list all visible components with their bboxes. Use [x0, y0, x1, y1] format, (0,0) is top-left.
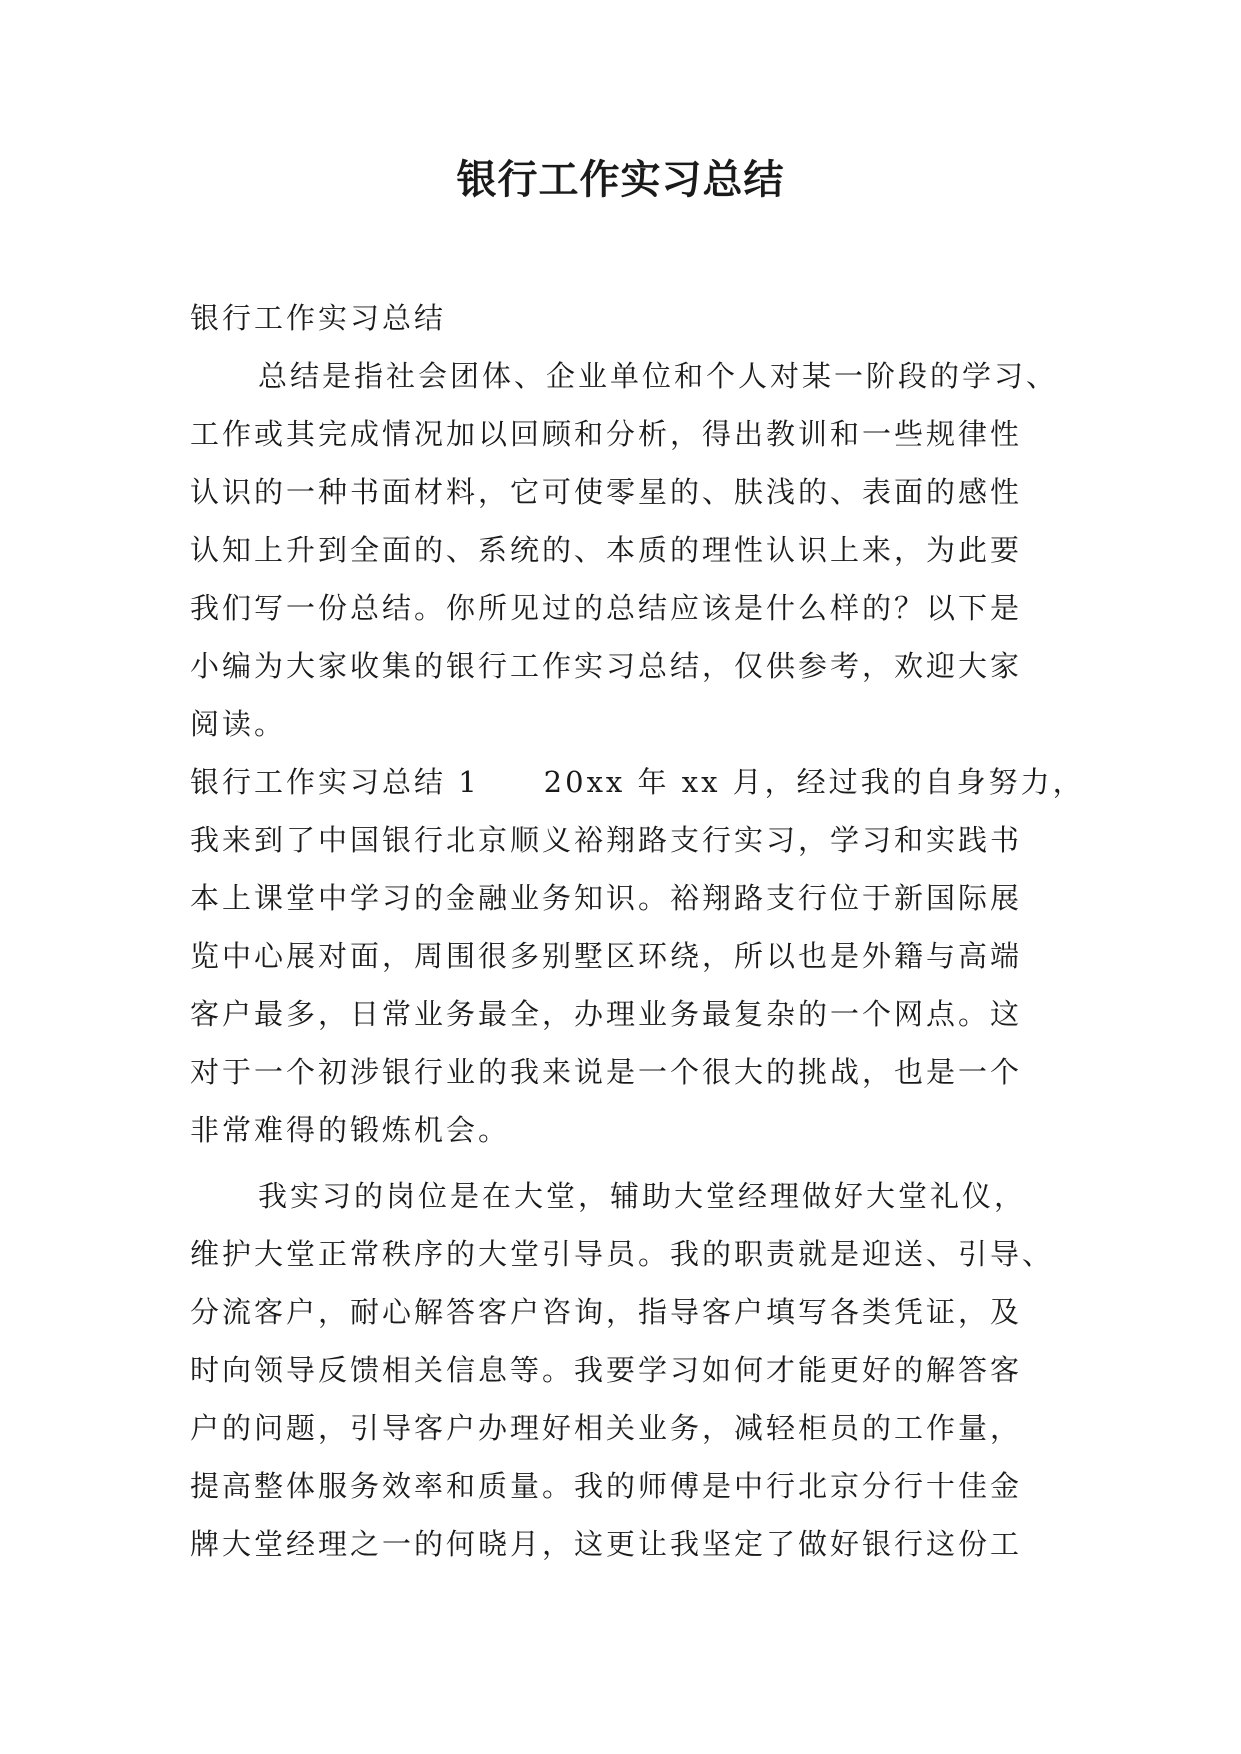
paragraph-2-line: 我实习的岗位是在大堂，辅助大堂经理做好大堂礼仪， — [258, 1179, 1027, 1213]
paragraph-2-line: 牌大堂经理之一的何晓月，这更让我坚定了做好银行这份工 — [190, 1527, 1023, 1561]
paragraph-2-line: 提高整体服务效率和质量。我的师傅是中行北京分行十佳金 — [190, 1469, 1023, 1503]
document-body — [190, 289, 1085, 1573]
intro-line: 小编为大家收集的银行工作实习总结，仅供参考，欢迎大家 — [190, 649, 1023, 683]
document-subtitle: 银行工作实习总结 — [190, 301, 447, 335]
section-1-line: 非常难得的锻炼机会。 — [190, 1113, 511, 1147]
section-1-line: 我来到了中国银行北京顺义裕翔路支行实习，学习和实践书 — [190, 823, 1023, 857]
section-1-line: 对于一个初涉银行业的我来说是一个很大的挑战，也是一个 — [190, 1055, 1023, 1089]
document-title: 银行工作实习总结 — [456, 157, 785, 203]
intro-line: 认知上升到全面的、系统的、本质的理性认识上来，为此要 — [190, 533, 1023, 567]
section-1-line: 览中心展对面，周围很多别墅区环绕，所以也是外籍与高端 — [190, 939, 1023, 973]
intro-line: 认识的一种书面材料，它可使零星的、肤浅的、表面的感性 — [190, 475, 1023, 509]
intro-line: 总结是指社会团体、企业单位和个人对某一阶段的学习、 — [258, 359, 1059, 393]
paragraph-2-line: 分流客户，耐心解答客户咨询，指导客户填写各类凭证，及 — [190, 1295, 1023, 1329]
intro-line: 阅读。 — [190, 707, 287, 741]
section-1-line: 客户最多，日常业务最全，办理业务最复杂的一个网点。这 — [190, 997, 1023, 1031]
intro-paragraph — [190, 347, 1065, 753]
section-1-first-text: 20xx 年 xx 月，经过我的自身努力， — [543, 765, 1085, 799]
section-1-line: 本上课堂中学习的金融业务知识。裕翔路支行位于新国际展 — [190, 881, 1023, 915]
intro-line: 工作或其完成情况加以回顾和分析，得出教训和一些规律性 — [190, 417, 1023, 451]
section-1 — [190, 753, 1085, 1159]
section-1-first-line — [190, 753, 1085, 811]
intro-line: 我们写一份总结。你所见过的总结应该是什么样的？以下是 — [190, 591, 1023, 625]
paragraph-2 — [190, 1167, 1065, 1573]
section-1-heading: 银行工作实习总结 1 — [190, 765, 480, 799]
paragraph-2-line: 户的问题，引导客户办理好相关业务，减轻柜员的工作量， — [190, 1411, 1023, 1445]
paragraph-2-line: 维护大堂正常秩序的大堂引导员。我的职责就是迎送、引导、 — [190, 1237, 1055, 1271]
paragraph-2-line: 时向领导反馈相关信息等。我要学习如何才能更好的解答客 — [190, 1353, 1023, 1387]
